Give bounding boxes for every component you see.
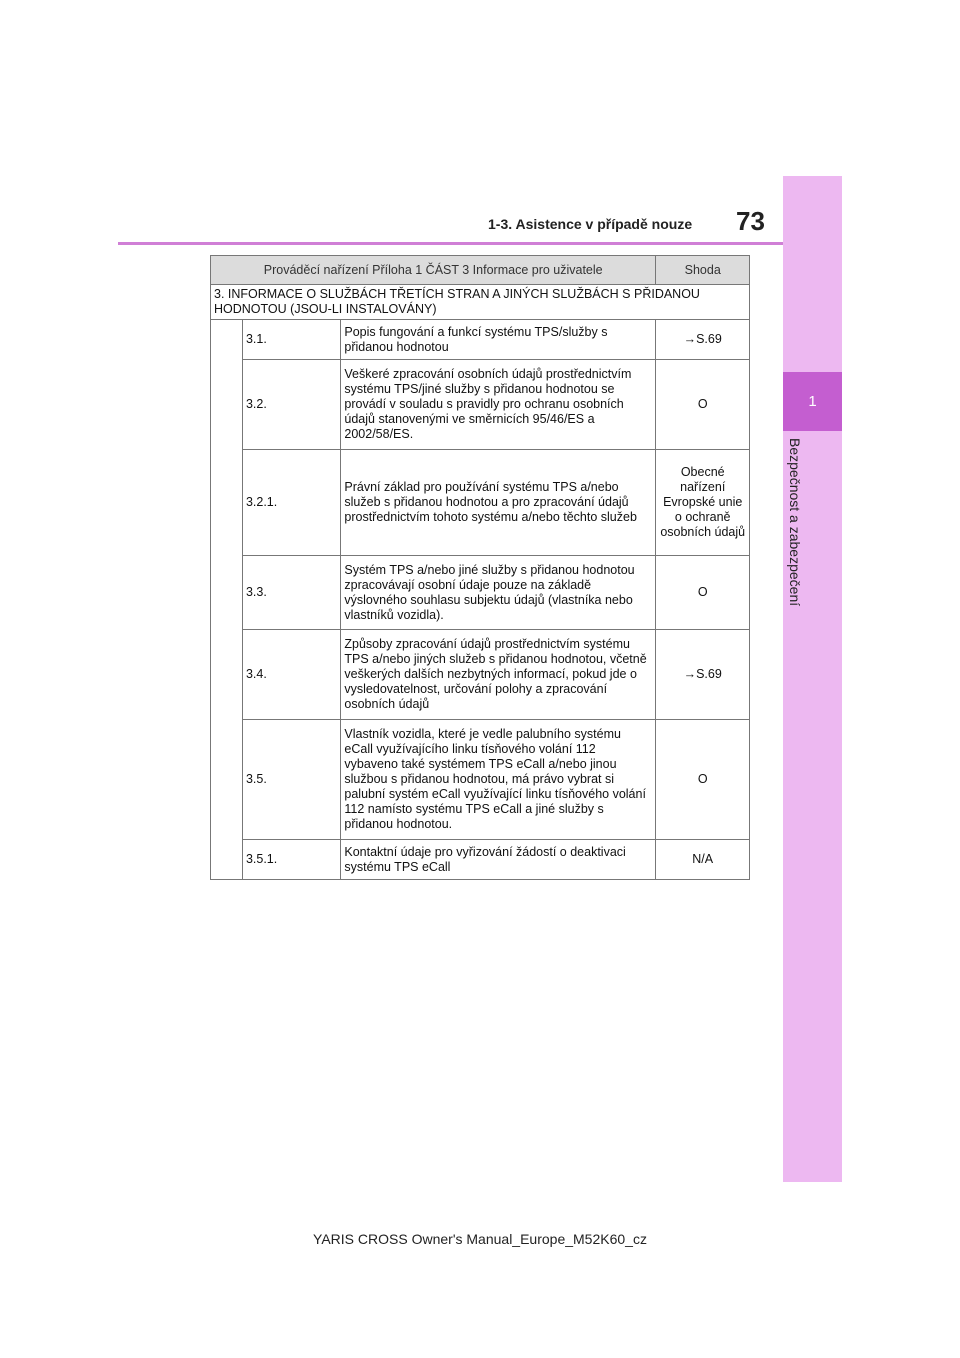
row-compliance: O	[656, 720, 750, 840]
header-compliance: Shoda	[656, 256, 750, 285]
table-row	[211, 720, 750, 840]
section-row-text: 3. INFORMACE O SLUŽBÁCH TŘETÍCH STRAN A JINÝCH SLUŽBÁCH S PŘIDANOU HODNOTOU (JSOU-LI INSTALOVÁNY)	[211, 285, 750, 320]
page-footer: YARIS CROSS Owner's Manual_Europe_M52K60_cz	[313, 1231, 647, 1247]
row-compliance: N/A	[656, 840, 750, 880]
chapter-side-tab	[783, 176, 842, 1182]
row-number: 3.4.	[242, 630, 340, 720]
table-row	[211, 360, 750, 450]
row-number: 3.5.1.	[242, 840, 340, 880]
table-row	[211, 630, 750, 720]
row-compliance: O	[656, 360, 750, 450]
table-row	[211, 320, 750, 360]
row-number: 3.2.	[242, 360, 340, 450]
section-title: 1-3. Asistence v případě nouze	[488, 216, 693, 232]
row-number: 3.3.	[242, 556, 340, 630]
page-number: 73	[736, 206, 765, 236]
row-description: Popis fungování a funkcí systému TPS/služby s přidanou hodnotou	[341, 320, 656, 360]
chapter-number-badge: 1	[783, 372, 842, 431]
indent-cell	[211, 320, 243, 880]
row-compliance: →S.69	[656, 320, 750, 360]
row-number: 3.1.	[242, 320, 340, 360]
row-compliance: O	[656, 556, 750, 630]
header-rule	[118, 242, 783, 245]
table-header-row	[211, 256, 750, 285]
row-number: 3.5.	[242, 720, 340, 840]
section-row	[211, 285, 750, 320]
row-number: 3.2.1.	[242, 450, 340, 556]
header-main: Prováděcí nařízení Příloha 1 ČÁST 3 Informace pro uživatele	[211, 256, 656, 285]
row-description: Veškeré zpracování osobních údajů prostřednictvím systému TPS/jiné služby s přidanou hodnotou se provádí v souladu s pravidly pro ochranu osobních údajů stanovenými ve směrnicích 95/46/ES a 2002/58/ES.	[341, 360, 656, 450]
table-row	[211, 556, 750, 630]
regulation-table	[210, 255, 750, 880]
row-description: Systém TPS a/nebo jiné služby s přidanou hodnotou zpracovávají osobní údaje pouze na základě výslovného souhlasu subjektu údajů (vlastníka nebo vlastníků vozidla).	[341, 556, 656, 630]
table-row	[211, 840, 750, 880]
table-row	[211, 450, 750, 556]
row-description: Způsoby zpracování údajů prostřednictvím systému TPS a/nebo jiných služeb s přidanou hodnotou, včetně veškerých dalších nezbytných informací, pokud jde o vysledovatelnost, určování polohy a zpracování osobních údajů	[341, 630, 656, 720]
row-description: Vlastník vozidla, které je vedle palubního systému eCall využívajícího linku tísňového volání 112 vybaveno také systémem TPS eCall a/nebo jinou službou s přidanou hodnotou, má právo vybrat si palubní systém eCall využívající linku tísňového volání 112 namísto systému TPS eCall a jiné služby s přidanou hodnotou.	[341, 720, 656, 840]
row-compliance: Obecné nařízení Evropské unie o ochraně osobních údajů	[656, 450, 750, 556]
row-description: Právní základ pro používání systému TPS a/nebo služeb s přidanou hodnotou a pro zpracování údajů prostřednictvím tohoto systému a/nebo těchto služeb	[341, 450, 656, 556]
row-compliance: →S.69	[656, 630, 750, 720]
chapter-label: Bezpečnost a zabezpečení	[787, 438, 803, 607]
row-description: Kontaktní údaje pro vyřizování žádostí o deaktivaci systému TPS eCall	[341, 840, 656, 880]
